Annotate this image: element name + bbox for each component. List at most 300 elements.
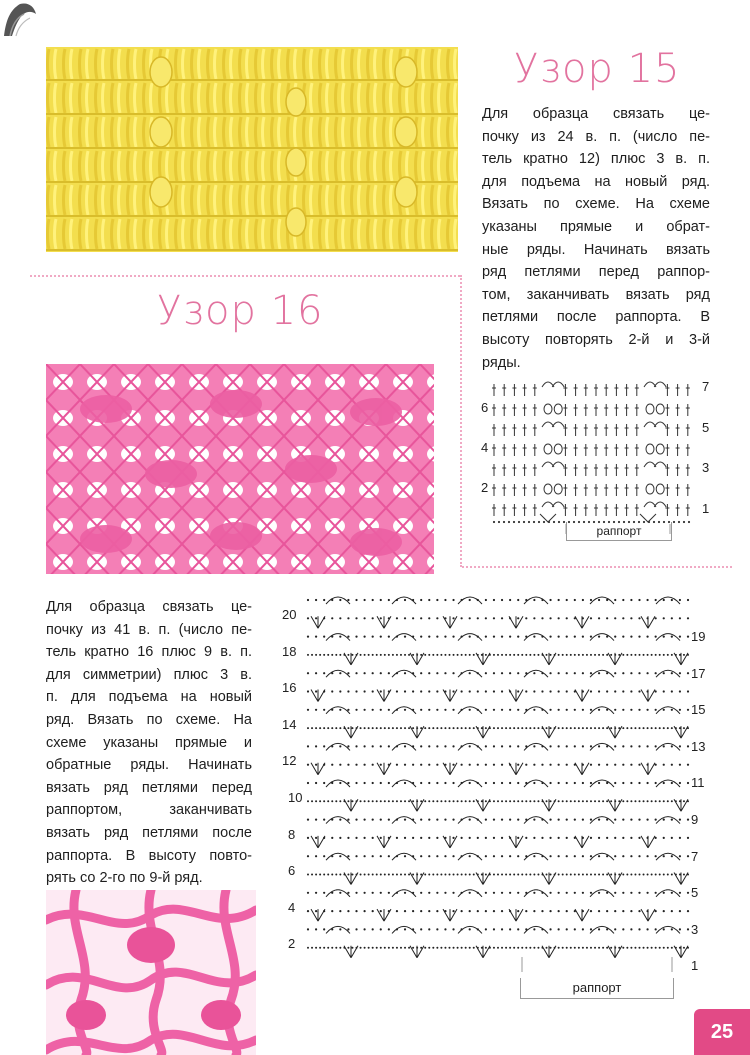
chain-dot — [643, 800, 645, 802]
chain-dot — [339, 837, 341, 839]
chain-dot — [323, 599, 325, 601]
chain-dot — [497, 727, 499, 729]
puff-symbol — [656, 444, 664, 454]
chain-dot — [517, 837, 519, 839]
chain-dot — [671, 874, 673, 876]
chain-dot — [582, 654, 584, 656]
chain-dot — [529, 727, 531, 729]
chain-dot — [388, 727, 390, 729]
arch-symbol — [326, 817, 350, 824]
chain-dot — [355, 617, 357, 619]
chain-dot — [331, 690, 333, 692]
chain-dot — [509, 709, 511, 711]
chain-dot — [671, 837, 673, 839]
fan-symbol — [641, 616, 655, 628]
chain-dot — [493, 636, 495, 638]
chain-dot — [586, 874, 588, 876]
chain-dot — [528, 521, 530, 523]
chain-dot — [546, 874, 548, 876]
chain-dot — [452, 837, 454, 839]
chain-dot — [327, 874, 329, 876]
chain-dot — [614, 819, 616, 821]
chain-dot — [671, 892, 673, 894]
chain-dot — [485, 855, 487, 857]
chain-dot — [558, 690, 560, 692]
chain-dot — [679, 690, 681, 692]
chain-dot — [440, 654, 442, 656]
chain-dot — [465, 800, 467, 802]
chain-dot — [412, 690, 414, 692]
chain-dot — [404, 928, 406, 930]
chain-dot — [517, 928, 519, 930]
chain-dot — [372, 819, 374, 821]
chain-dot — [626, 800, 628, 802]
chain-dot — [638, 782, 640, 784]
chain-dot — [517, 636, 519, 638]
chain-dot — [590, 892, 592, 894]
chain-dot — [396, 690, 398, 692]
chain-dot — [404, 745, 406, 747]
chain-dot — [590, 764, 592, 766]
chain-dot — [566, 654, 568, 656]
chain-dot — [452, 782, 454, 784]
arch-symbol — [590, 597, 614, 604]
chain-dot — [339, 654, 341, 656]
arch-symbol — [326, 597, 350, 604]
chain-dot — [598, 855, 600, 857]
chain-dot — [319, 800, 321, 802]
chain-dot — [388, 782, 390, 784]
chain-dot — [355, 928, 357, 930]
chain-dot — [436, 947, 438, 949]
chain-dot — [659, 654, 661, 656]
chain-dot — [622, 782, 624, 784]
chain-dot — [590, 599, 592, 601]
chain-dot — [614, 617, 616, 619]
chain-dot — [444, 928, 446, 930]
chain-dot — [663, 745, 665, 747]
chain-dot — [485, 928, 487, 930]
chain-dot — [558, 617, 560, 619]
chain-dot — [444, 672, 446, 674]
chain-dot — [355, 819, 357, 821]
chain-dot — [380, 928, 382, 930]
chain-dot — [461, 910, 463, 912]
instruction-line: почку из 41 в. п. (число пе- — [46, 621, 252, 638]
chain-dot — [517, 800, 519, 802]
chain-dot — [339, 819, 341, 821]
chain-dot — [501, 672, 503, 674]
chain-dot — [412, 764, 414, 766]
chain-dot — [546, 727, 548, 729]
chain-dot — [614, 745, 616, 747]
chain-dot — [339, 727, 341, 729]
chain-dot — [655, 782, 657, 784]
chain-dot — [335, 874, 337, 876]
chain-dot — [655, 654, 657, 656]
chain-dot — [469, 617, 471, 619]
chain-dot — [307, 636, 309, 638]
chain-dot — [505, 800, 507, 802]
chain-dot — [622, 617, 624, 619]
chain-dot — [331, 764, 333, 766]
fan-symbol — [540, 514, 656, 522]
chain-dot — [574, 654, 576, 656]
chain-dot — [630, 690, 632, 692]
chain-dot — [610, 874, 612, 876]
chain-dot — [400, 654, 402, 656]
arch-symbol — [590, 890, 614, 897]
chain-dot — [523, 521, 525, 523]
arch-symbol — [656, 743, 680, 750]
chain-dot — [541, 837, 543, 839]
chain-dot — [533, 617, 535, 619]
chain-dot — [388, 672, 390, 674]
chain-dot — [432, 947, 434, 949]
chain-dot — [594, 874, 596, 876]
chain-dot — [448, 727, 450, 729]
chain-dot — [436, 819, 438, 821]
chain-dot — [372, 745, 374, 747]
pattern16-right-label: 19 — [691, 629, 706, 644]
chain-dot — [372, 636, 374, 638]
chain-dot — [622, 910, 624, 912]
chain-dot — [630, 672, 632, 674]
chain-dot — [687, 745, 689, 747]
chain-dot — [525, 910, 527, 912]
chain-dot — [493, 874, 495, 876]
chain-dot — [420, 928, 422, 930]
arch-symbol — [656, 926, 680, 933]
chain-dot — [469, 727, 471, 729]
chain-dot — [602, 727, 604, 729]
chain-dot — [574, 745, 576, 747]
chain-dot — [655, 819, 657, 821]
chain-dot — [493, 837, 495, 839]
chain-dot — [461, 947, 463, 949]
chain-dot — [360, 654, 362, 656]
chain-dot — [598, 764, 600, 766]
chain-dot — [436, 892, 438, 894]
chain-dot — [444, 800, 446, 802]
chain-dot — [493, 819, 495, 821]
pattern15-right-label: 5 — [702, 420, 710, 435]
chain-dot — [452, 892, 454, 894]
chain-dot — [307, 599, 309, 601]
fan-symbol — [641, 690, 655, 702]
chain-dot — [590, 874, 592, 876]
chain-dot — [533, 727, 535, 729]
chain-dot — [558, 947, 560, 949]
instruction-line: тель кратно 12) плюс 3 в. п. — [482, 151, 710, 168]
chain-dot — [323, 654, 325, 656]
chain-dot — [586, 727, 588, 729]
chain-dot — [428, 636, 430, 638]
chain-dot — [549, 636, 551, 638]
arch-symbol — [524, 743, 548, 750]
arch-symbol — [656, 670, 680, 677]
chain-dot — [388, 928, 390, 930]
chain-dot — [307, 800, 309, 802]
chain-dot — [388, 892, 390, 894]
chain-dot — [501, 947, 503, 949]
chain-dot — [360, 800, 362, 802]
chain-dot — [351, 800, 353, 802]
pattern16-right-label: 5 — [691, 885, 699, 901]
chain-dot — [339, 599, 341, 601]
chain-dot — [404, 672, 406, 674]
chain-dot — [323, 672, 325, 674]
chain-dot — [485, 892, 487, 894]
chain-dot — [614, 837, 616, 839]
chain-dot — [647, 654, 649, 656]
chain-dot — [598, 892, 600, 894]
chain-dot — [501, 892, 503, 894]
pattern16-left-label: 2 — [288, 936, 296, 952]
chain-dot — [412, 800, 414, 802]
chain-dot — [562, 947, 564, 949]
chain-dot — [420, 672, 422, 674]
chain-dot — [509, 800, 511, 802]
chain-dot — [380, 690, 382, 692]
chain-dot — [663, 782, 665, 784]
pattern16-left-label: 12 — [282, 753, 297, 769]
chain-dot — [307, 617, 309, 619]
chain-dot — [384, 727, 386, 729]
chain-dot — [485, 727, 487, 729]
chain-dot — [363, 928, 365, 930]
chain-dot — [436, 599, 438, 601]
fan-symbol — [641, 836, 655, 848]
chain-dot — [643, 727, 645, 729]
chain-dot — [485, 690, 487, 692]
instruction-line: обратные ряды. Начинать — [46, 757, 252, 774]
puff-symbol — [554, 444, 562, 454]
chain-dot — [663, 947, 665, 949]
chain-dot — [355, 910, 357, 912]
chain-dot — [517, 819, 519, 821]
chain-dot — [307, 709, 309, 711]
chain-dot — [550, 947, 552, 949]
chain-dot — [679, 764, 681, 766]
chain-dot — [517, 782, 519, 784]
chain-dot — [412, 910, 414, 912]
chain-dot — [347, 837, 349, 839]
chain-dot — [311, 654, 313, 656]
chain-dot — [347, 617, 349, 619]
chain-dot — [347, 947, 349, 949]
chain-dot — [408, 800, 410, 802]
chain-dot — [598, 928, 600, 930]
chain-dot — [428, 764, 430, 766]
chain-dot — [355, 672, 357, 674]
chain-dot — [598, 709, 600, 711]
chain-dot — [643, 654, 645, 656]
fan-symbol — [575, 763, 589, 775]
chain-dot — [493, 800, 495, 802]
chain-dot — [533, 928, 535, 930]
chain-dot — [663, 709, 665, 711]
page-number: 25 — [694, 1009, 750, 1055]
chain-dot — [630, 599, 632, 601]
chain-dot — [347, 782, 349, 784]
chain-dot — [428, 892, 430, 894]
chain-dot — [436, 690, 438, 692]
chain-dot — [671, 910, 673, 912]
chain-dot — [315, 910, 317, 912]
chain-dot — [659, 874, 661, 876]
chain-dot — [582, 709, 584, 711]
chain-dot — [646, 782, 648, 784]
chain-dot — [404, 617, 406, 619]
chain-dot — [602, 874, 604, 876]
chain-dot — [404, 599, 406, 601]
chain-dot — [465, 874, 467, 876]
chain-dot — [452, 672, 454, 674]
chain-dot — [315, 745, 317, 747]
chain-dot — [372, 892, 374, 894]
chain-dot — [376, 727, 378, 729]
chain-dot — [630, 910, 632, 912]
chain-dot — [360, 947, 362, 949]
arch-symbol — [326, 707, 350, 714]
chain-dot — [380, 800, 382, 802]
chain-dot — [622, 874, 624, 876]
chain-dot — [655, 837, 657, 839]
chain-dot — [562, 654, 564, 656]
chain-dot — [347, 599, 349, 601]
chain-dot — [614, 709, 616, 711]
arch-symbol — [524, 634, 548, 641]
chain-dot — [626, 874, 628, 876]
chain-dot — [582, 636, 584, 638]
instruction-line: вязать ряд петлями перед — [46, 779, 252, 796]
chain-dot — [448, 654, 450, 656]
chain-dot — [671, 782, 673, 784]
chain-dot — [440, 727, 442, 729]
chain-dot — [558, 599, 560, 601]
arch-symbol — [524, 670, 548, 677]
chain-dot — [655, 892, 657, 894]
chain-dot — [513, 521, 515, 523]
chain-dot — [533, 947, 535, 949]
chain-dot — [646, 928, 648, 930]
pattern15-right-label: 7 — [702, 379, 710, 394]
chain-dot — [574, 855, 576, 857]
chain-dot — [307, 672, 309, 674]
chain-dot — [323, 727, 325, 729]
chain-dot — [509, 874, 511, 876]
chain-dot — [634, 874, 636, 876]
chain-dot — [428, 654, 430, 656]
chain-dot — [404, 874, 406, 876]
chain-dot — [566, 636, 568, 638]
chain-dot — [493, 617, 495, 619]
chain-dot — [404, 636, 406, 638]
instruction-line: том, заканчивать вязать ряд — [482, 286, 710, 303]
chain-dot — [566, 855, 568, 857]
chain-dot — [436, 782, 438, 784]
pattern15-right-label: 3 — [702, 460, 710, 475]
chain-dot — [307, 654, 309, 656]
chain-dot — [501, 782, 503, 784]
chain-dot — [493, 782, 495, 784]
chain-dot — [558, 745, 560, 747]
chain-dot — [655, 709, 657, 711]
chain-dot — [549, 855, 551, 857]
chain-dot — [339, 855, 341, 857]
chain-dot — [444, 782, 446, 784]
chain-dot — [355, 892, 357, 894]
chain-dot — [453, 800, 455, 802]
arch-symbol — [326, 780, 350, 787]
chain-dot — [315, 690, 317, 692]
chain-dot — [638, 690, 640, 692]
chain-dot — [630, 654, 632, 656]
chain-dot — [598, 654, 600, 656]
chain-dot — [622, 690, 624, 692]
chain-dot — [444, 654, 446, 656]
chain-dot — [610, 800, 612, 802]
instruction-line: вязать ряд петлями после — [46, 824, 252, 841]
chain-dot — [533, 819, 535, 821]
chain-dot — [541, 690, 543, 692]
chain-dot — [400, 947, 402, 949]
puff-symbol — [646, 404, 654, 414]
pattern15-photo — [46, 47, 458, 252]
chain-dot — [436, 727, 438, 729]
chain-dot — [638, 892, 640, 894]
chain-dot — [610, 654, 612, 656]
puff-symbol — [656, 404, 664, 414]
chain-dot — [404, 910, 406, 912]
chain-dot — [679, 855, 681, 857]
chain-dot — [363, 690, 365, 692]
chain-dot — [558, 837, 560, 839]
chain-dot — [355, 599, 357, 601]
chain-dot — [622, 892, 624, 894]
chain-dot — [368, 800, 370, 802]
instruction-line: п. для подъема на новый — [46, 689, 252, 706]
chain-dot — [347, 855, 349, 857]
divider — [460, 275, 462, 567]
chain-dot — [687, 599, 689, 601]
chain-dot — [404, 782, 406, 784]
chain-dot — [582, 782, 584, 784]
chain-dot — [671, 617, 673, 619]
chain-dot — [388, 654, 390, 656]
chain-dot — [448, 800, 450, 802]
chain-dot — [432, 727, 434, 729]
chain-dot — [493, 892, 495, 894]
chain-dot — [630, 636, 632, 638]
chain-dot — [392, 947, 394, 949]
chain-dot — [477, 837, 479, 839]
chain-dot — [452, 819, 454, 821]
chain-dot — [582, 745, 584, 747]
chain-dot — [558, 521, 560, 523]
chain-dot — [505, 947, 507, 949]
pattern16-instructions — [46, 596, 252, 890]
pattern15-title: Узор 15 — [514, 46, 681, 92]
chain-dot — [473, 800, 475, 802]
chain-dot — [549, 764, 551, 766]
chain-dot — [372, 764, 374, 766]
chain-dot — [655, 855, 657, 857]
chain-dot — [372, 947, 374, 949]
chain-dot — [525, 800, 527, 802]
chain-dot — [574, 727, 576, 729]
